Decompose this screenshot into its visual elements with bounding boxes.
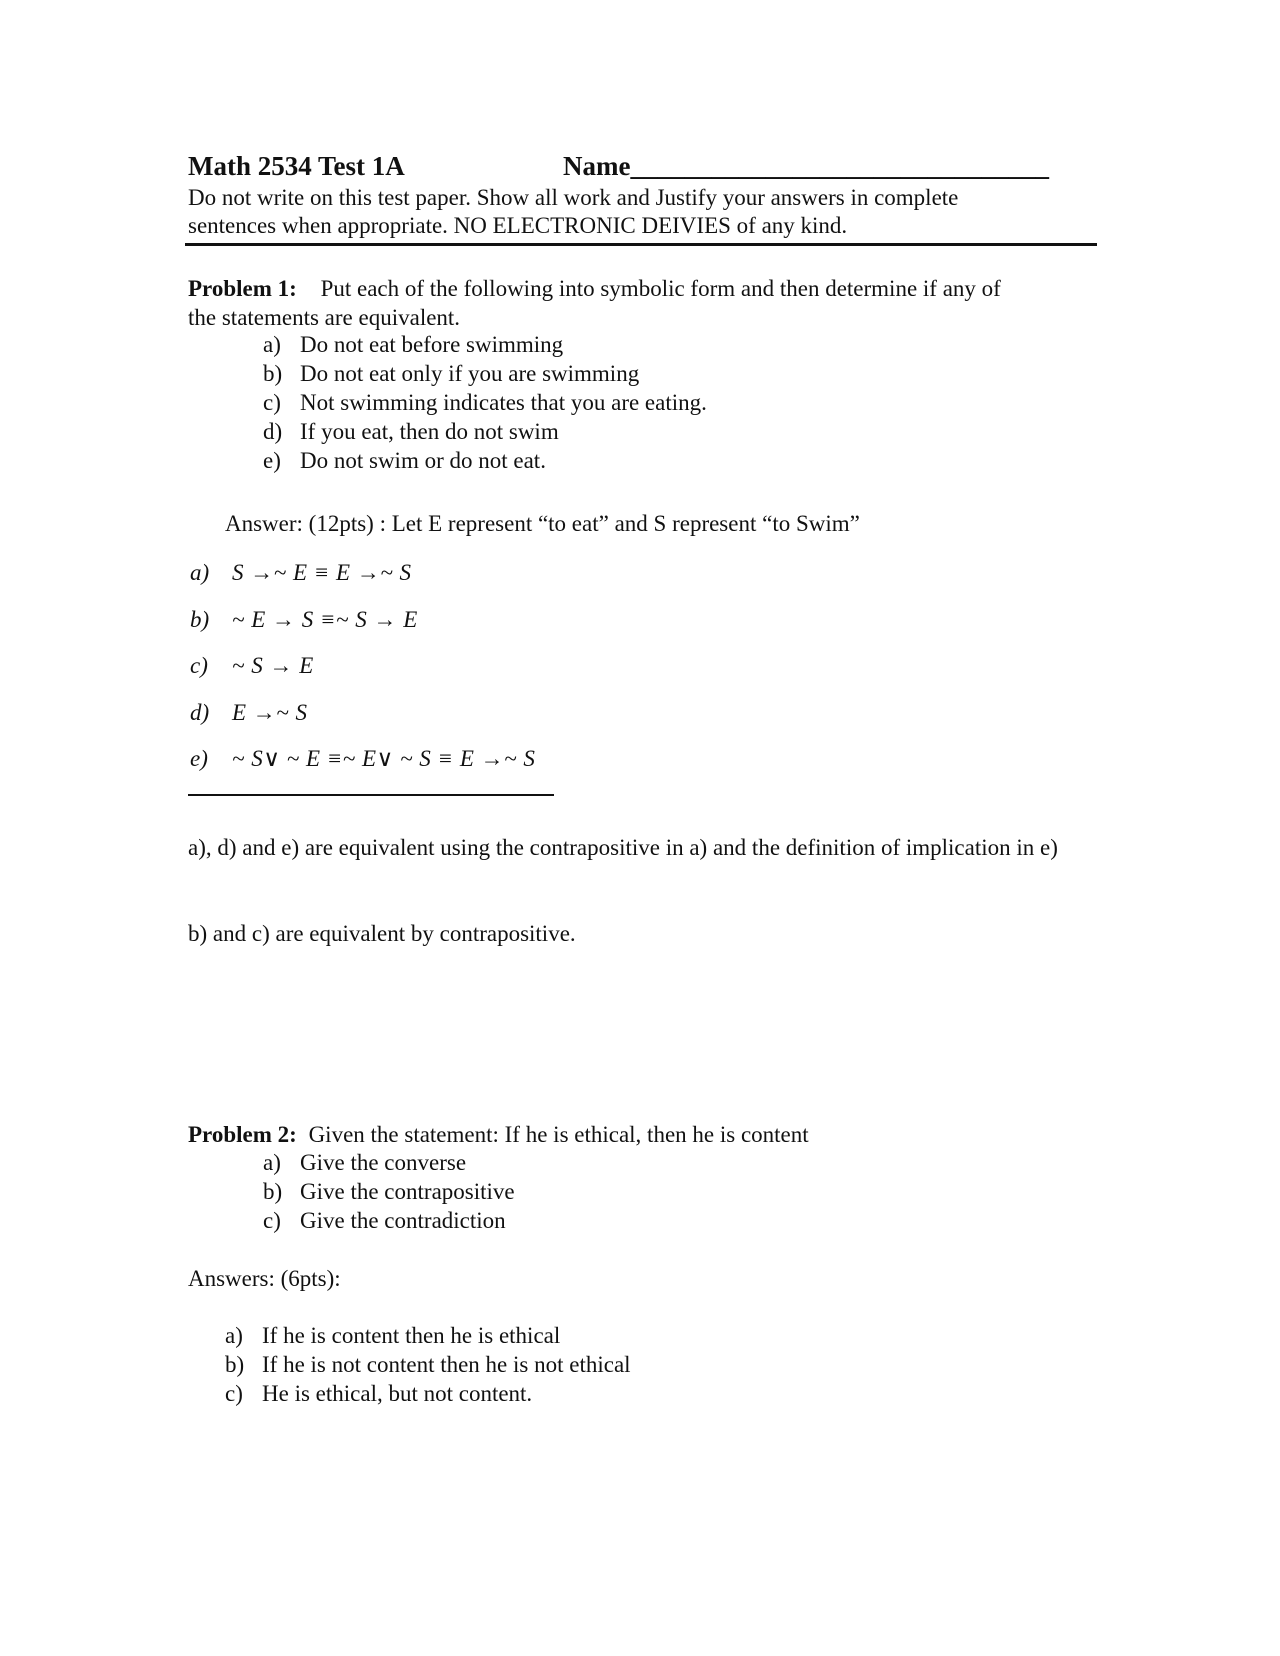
list-item [263,1208,515,1237]
item-text: Do not eat only if you are swimming [300,361,640,386]
item-label: a) [225,1323,243,1348]
problem1-prompt: Put each of the following into symbolic form and then determine if any of [320,276,1001,301]
list-item [190,700,535,747]
problem2-question-list [263,1150,515,1237]
item-label: a) [263,1150,281,1175]
symbolic-expression: ~ E → S ≡~ S → E [232,606,418,632]
problem2-answers-label: Answers: (6pts): [188,1266,341,1291]
item-text: Give the contradiction [300,1208,506,1233]
list-item [190,560,535,607]
symbolic-forms-list [190,560,535,793]
problem2-label: Problem 2: [188,1122,297,1147]
symbolic-expression: ~ S∨ ~ E ≡~ E∨ ~ S ≡ E →~ S [232,746,536,771]
list-item [263,419,707,448]
item-text: Give the converse [300,1150,467,1175]
item-label: a) [263,332,281,357]
list-item [190,746,535,793]
list-item [263,390,707,419]
symbolic-expression: E →~ S [232,699,308,725]
item-label: c) [263,1208,281,1233]
list-item [263,332,707,361]
item-label: b) [263,1179,283,1204]
list-item [263,448,707,477]
instructions-line-2: sentences when appropriate. NO ELECTRONIC DEIVIES of any kind. [188,213,848,238]
item-label: c) [225,1381,243,1406]
answer-divider [188,794,554,796]
list-item [225,1352,631,1381]
item-label: d) [190,699,210,725]
list-item [263,1150,515,1179]
list-item [225,1323,631,1352]
item-label: b) [190,606,210,632]
item-label: e) [190,746,208,771]
header-divider [185,243,1097,246]
item-text: Do not eat before swimming [300,332,564,357]
list-item [263,1179,515,1208]
item-text: If he is content then he is ethical [262,1323,561,1348]
list-item [190,653,535,700]
item-label: e) [263,448,281,473]
problem1-answer-intro: Answer: (12pts) : Let E represent “to eat” and S represent “to Swim” [225,511,860,536]
item-text: Not swimming indicates that you are eating. [300,390,707,415]
name-field-label: Name_______________________________ [563,151,1049,181]
problem2-answer-list [225,1323,631,1410]
test-title: Math 2534 Test 1A [188,151,405,181]
item-label: a) [190,560,210,585]
symbolic-expression: ~ S → E [232,653,314,678]
problem2-prompt-line [188,1121,809,1149]
item-label: b) [263,361,283,386]
list-item [263,361,707,390]
item-label: d) [263,419,283,444]
item-text: Do not swim or do not eat. [300,448,546,473]
instructions-line-1: Do not write on this test paper. Show all work and Justify your answers in complete [188,185,959,210]
problem1-conclusion-1: a), d) and e) are equivalent using the contrapositive in a) and the definition of implication in e) [188,835,1058,860]
list-item [225,1381,631,1410]
item-text: He is ethical, but not content. [262,1381,533,1406]
problem2-prompt: Given the statement: If he is ethical, then he is content [308,1122,809,1147]
item-label: b) [225,1352,245,1377]
problem1-statement-list [263,332,707,477]
problem1-prompt-line-2: the statements are equivalent. [188,305,461,330]
problem1-label: Problem 1: [188,276,297,301]
item-label: c) [263,390,281,415]
symbolic-expression: S →~ E ≡ E →~ S [232,560,412,585]
item-text: If he is not content then he is not ethical [262,1352,631,1377]
list-item [190,607,535,654]
problem1-prompt-line-1 [188,275,1001,303]
item-text: If you eat, then do not swim [300,419,559,444]
item-text: Give the contrapositive [300,1179,515,1204]
problem1-conclusion-2: b) and c) are equivalent by contrapositive. [188,921,576,946]
item-label: c) [190,653,208,678]
